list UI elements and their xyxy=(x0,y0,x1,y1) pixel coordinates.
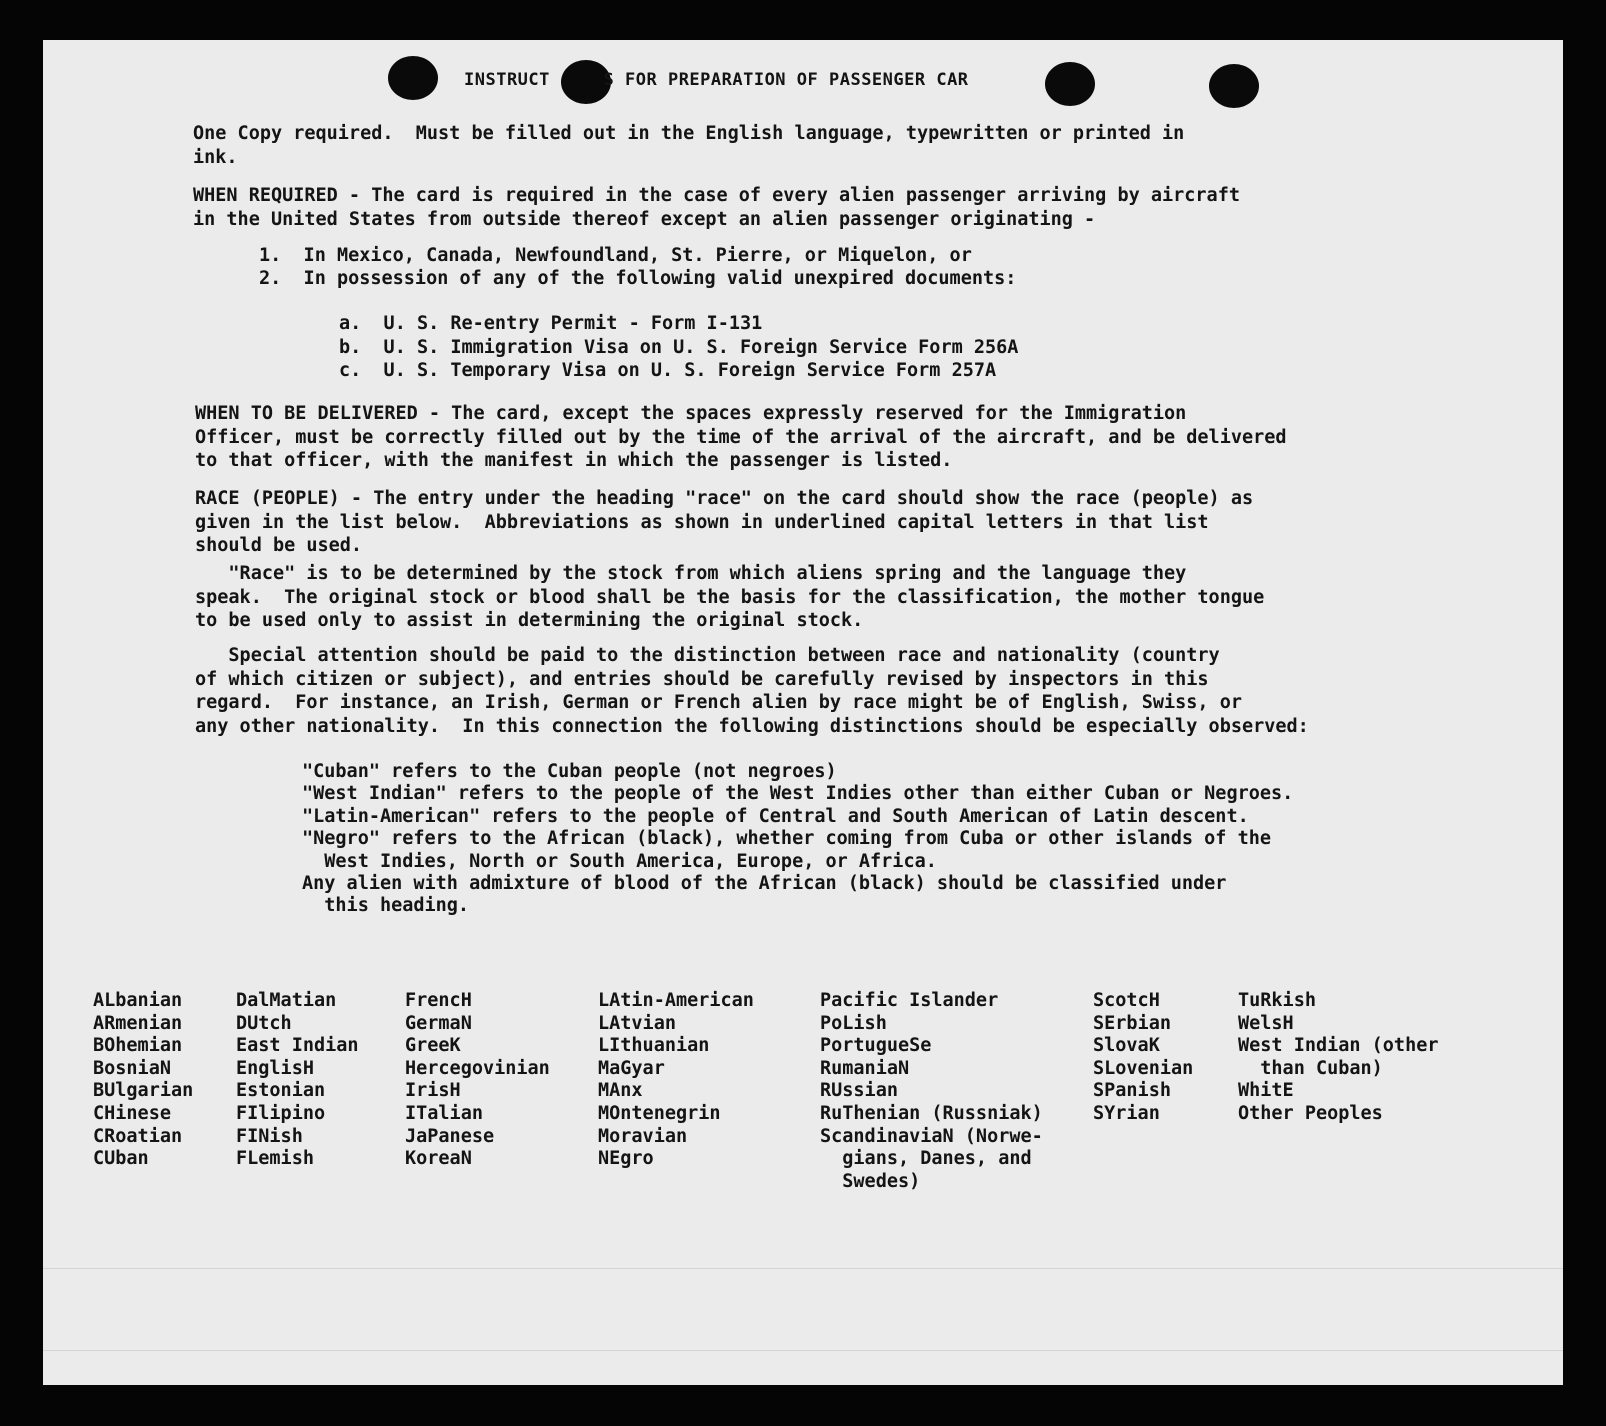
intro-paragraph: One Copy required. Must be filled out in the English language, typewritten or printed in ink. xyxy=(193,123,1185,168)
exemption-item-1: 1. In Mexico, Canada, Newfoundland, St. Pierre, or Miquelon, or xyxy=(259,245,972,266)
when-delivered-paragraph: WHEN TO BE DELIVERED - The card, except the spaces expressly reserved for the Immigration Officer, must be correctly filled out by the time of the arrival of the aircraft, and be delivered to that officer, with the manifest in which the passenger is listed. xyxy=(195,403,1287,471)
race-heading-paragraph: RACE (PEOPLE) - The entry under the heading "race" on the card should show the race (people) as given in the list below. Abbreviations as shown in underlined capital letters in that list should be used. xyxy=(195,488,1254,556)
race-list-column-1: ALbanian ARmenian BOhemian BosniaN BUlgarian CHinese CRoatian CUban xyxy=(93,990,194,1170)
passenger-card-instructions-sheet xyxy=(43,40,1563,1385)
punch-hole-3 xyxy=(1045,62,1095,106)
document-item-b: b. U. S. Immigration Visa on U. S. Foreign Service Form 256A xyxy=(339,337,1019,358)
bleed-through-rule-1 xyxy=(43,1268,1563,1269)
punch-hole-4 xyxy=(1209,64,1259,108)
race-list-column-5: Pacific Islander PoLish PortugueSe RumaniaN RUssian RuThenian (Russniak) ScandinaviaN (Norwe- gians, Danes, and Swedes) xyxy=(820,990,1043,1192)
document-title: INSTRUCT S FOR PREPARATION OF PASSENGER CAR xyxy=(464,70,969,90)
exemption-item-2: 2. In possession of any of the following valid unexpired documents: xyxy=(259,268,1017,289)
bleed-through-rule-2 xyxy=(43,1350,1563,1351)
race-list-column-6: ScotcH SErbian SlovaK SLovenian SPanish SYrian xyxy=(1093,990,1194,1124)
race-list-column-2: DalMatian DUtch East Indian EnglisH Estonian FIlipino FINish FLemish xyxy=(236,990,359,1170)
race-list-column-7: TuRkish WelsH West Indian (other than Cuban) WhitE Other Peoples xyxy=(1238,990,1439,1124)
distinctions-list: "Cuban" refers to the Cuban people (not negroes) "West Indian" refers to the people of the West Indies other than either Cuban or Negroes. "Latin-American" refers to the people of Central and South American of Latin descent. "Negro" refers to the African (black), whether coming from Cuba or other islands of the West Indies, North or South America, Europe, or Africa. Any alien with admixture of blood of the African (black) should be classified under this heading. xyxy=(302,761,1294,917)
special-attention-paragraph: Special attention should be paid to the distinction between race and nationality (country of which citizen or subject), and entries should be carefully revised by inspectors in this regard. For instance, an Irish, German or French alien by race might be of English, Swiss, or any other nationality. In this connection the following distinctions should be especially observed: xyxy=(195,645,1309,737)
when-required-paragraph: WHEN REQUIRED - The card is required in the case of every alien passenger arriving by aircraft in the United States from outside thereof except an alien passenger originating - xyxy=(193,185,1240,230)
punch-hole-1 xyxy=(388,56,438,100)
document-item-a: a. U. S. Re-entry Permit - Form I-131 xyxy=(339,313,763,334)
document-item-c: c. U. S. Temporary Visa on U. S. Foreign Service Form 257A xyxy=(339,360,997,381)
race-list-column-4: LAtin-American LAtvian LIthuanian MaGyar MAnx MOntenegrin Moravian NEgro xyxy=(598,990,754,1170)
race-list-column-3: FrencH GermaN GreeK Hercegovinian IrisH ITalian JaPanese KoreaN xyxy=(405,990,550,1170)
race-definition-paragraph: "Race" is to be determined by the stock from which aliens spring and the language they speak. The original stock or blood shall be the basis for the classification, the mother tongue to be used only to assist in determining the original stock. xyxy=(195,563,1265,631)
